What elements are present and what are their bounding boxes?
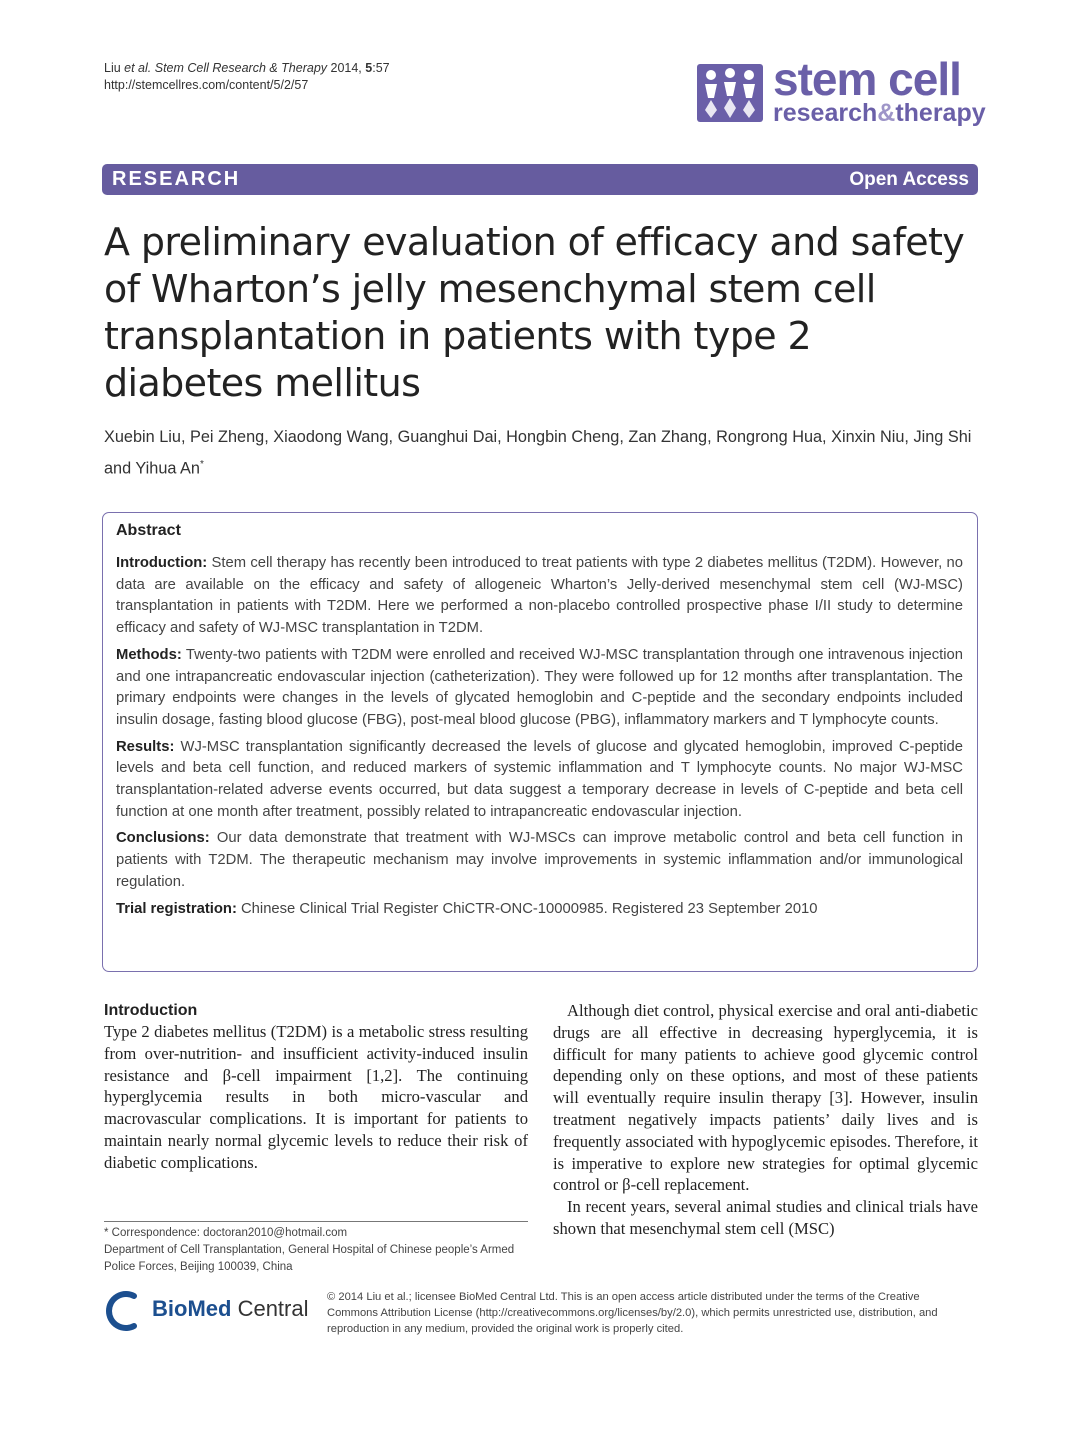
body-column-right xyxy=(553,1000,978,1240)
publisher-bio: BioMed xyxy=(152,1296,232,1321)
publisher-name xyxy=(152,1296,309,1322)
logo-line-2 xyxy=(773,100,986,126)
citation-url[interactable]: http://stemcellres.com/content/5/2/57 xyxy=(104,78,309,92)
publisher-logo xyxy=(104,1290,309,1332)
abstract-conclusions xyxy=(116,828,963,893)
citation-etal: et al. xyxy=(124,61,152,75)
logo-line-1: stem cell xyxy=(773,53,961,105)
corresponding-author-mark: * xyxy=(199,459,204,470)
author-names: Xuebin Liu, Pei Zheng, Xiaodong Wang, Guanghui Dai, Hongbin Cheng, Zan Zhang, Rongrong Hua, Xinxin Niu, Jing Shi and Yihua An xyxy=(104,428,972,478)
abstract-label: Trial registration: xyxy=(116,900,237,917)
license-text: © 2014 Liu et al.; licensee BioMed Central Ltd. This is an open access article distributed under the terms of the Creative Commons Attribution License (http://creativecommons.org/licenses/by/2.0), which permits unrestricted use, distribution, and reproduction in any medium, provided the original work is properly cited. xyxy=(327,1291,938,1335)
logo-ampersand: & xyxy=(877,99,896,127)
paper-title: A preliminary evaluation of efficacy and safety of Wharton’s jelly mesenchymal stem cell transplantation in patients with type 2 diabetes mellitus xyxy=(104,220,965,405)
citation-line xyxy=(104,60,390,77)
stem-cell-people-icon xyxy=(697,64,763,122)
author-list xyxy=(104,424,976,482)
footnote xyxy=(104,1225,528,1276)
abstract-label: Results: xyxy=(116,738,175,755)
citation-volume: 5 xyxy=(365,61,373,75)
abstract-label: Introduction: xyxy=(116,555,208,571)
abstract-box xyxy=(102,512,978,972)
introduction-heading: Introduction xyxy=(104,1002,198,1019)
open-access-label: Open Access xyxy=(849,169,969,190)
publisher-central: Central xyxy=(231,1296,309,1321)
abstract-label: Methods: xyxy=(116,646,182,663)
abstract-introduction xyxy=(116,553,963,640)
body-paragraph: Although diet control, physical exercise and oral anti-diabetic drugs are all effective in decreasing hyperglycemia, it is difficult for many patients to achieve good glycemic control depending only on these options, and most of these patients will eventually require insulin therapy [3]. However, insulin treatment negatively impacts patients’ daily lives and is frequently associated with hypoglycemic episodes. Therefore, it is imperative to explore new strategies for optimal glycemic control or β-cell replacement. xyxy=(553,1001,978,1195)
citation-header xyxy=(104,60,390,94)
abstract-label: Conclusions: xyxy=(116,830,210,847)
journal-logo xyxy=(697,53,986,132)
citation-journal: Stem Cell Research & Therapy xyxy=(151,61,328,75)
section-banner xyxy=(102,164,978,195)
citation-article: :57 xyxy=(372,61,390,75)
abstract-text: Chinese Clinical Trial Register ChiCTR-ONC-10000985. Registered 23 September 2010 xyxy=(236,900,818,917)
logo-research: research xyxy=(773,99,878,127)
abstract-trial-registration xyxy=(116,899,963,921)
body-column-left xyxy=(104,1000,528,1174)
affiliation: Department of Cell Transplantation, General Hospital of Chinese people’s Armed Police Forces, Beijing 100039, China xyxy=(104,1244,515,1273)
citation-year: 2014, xyxy=(327,61,366,75)
abstract-results xyxy=(116,737,963,824)
abstract-text: Twenty-two patients with T2DM were enrolled and received WJ-MSC transplantation through one intravenous injection and one intrapancreatic endovascular injection (catheterization). They were followed up for 12 months after transplantation. The primary endpoints were changes in the levels of glycated hemoglobin and C-peptide and the secondary endpoints included insulin dosage, fasting blood glucose (FBG), post-meal blood glucose (PBG), inflammatory markers and T lymphocyte counts. xyxy=(116,646,963,728)
correspondence-email[interactable]: * Correspondence: doctoran2010@hotmail.com xyxy=(104,1227,348,1239)
biomed-central-ring-icon xyxy=(104,1290,148,1332)
abstract-heading: Abstract xyxy=(116,522,181,539)
body-paragraph: In recent years, several animal studies and clinical trials have shown that mesenchymal stem cell (MSC) xyxy=(553,1197,978,1238)
footnote-divider xyxy=(104,1221,528,1222)
citation-authors: Liu xyxy=(104,61,125,75)
abstract-text: Stem cell therapy has recently been introduced to treat patients with type 2 diabetes mellitus (T2DM). However, no data are available on the efficacy and safety of allogeneic Wharton’s Jelly-derived mesenchymal stem cell (WJ-MSC) transplantation in patients with T2DM. Here we performed a non-placebo controlled prospective phase I/II study to determine efficacy and safety of WJ-MSC transplantation in T2DM. xyxy=(116,555,963,637)
abstract-text: WJ-MSC transplantation significantly decreased the levels of glucose and glycated hemoglobin, improved C-peptide levels and beta cell function, and reduced markers of systemic inflammation and T lymphocyte counts. No major WJ-MSC transplantation-related adverse events occurred, but data suggest a temporary decrease in levels of C-peptide and beta cell function at one month after treatment, possibly related to intrapancreatic endovascular injection. xyxy=(116,738,963,820)
research-label: RESEARCH xyxy=(112,168,241,190)
introduction-paragraph: Type 2 diabetes mellitus (T2DM) is a metabolic stress resulting from over-nutrition- and insufficient activity-induced insulin resistance and β-cell impairment [1,2]. The continuing hyperglycemia results in both micro-vascular and macrovascular complications. It is important for patients to maintain nearly normal glycemic levels to reduce their risk of diabetic complications. xyxy=(104,1022,528,1172)
logo-therapy: therapy xyxy=(895,99,986,127)
abstract-text: Our data demonstrate that treatment with WJ-MSCs can improve metabolic control and beta cell function in patients with T2DM. The therapeutic mechanism may involve improvements in systemic inflammation and/or immunological regulation. xyxy=(116,830,963,890)
abstract-methods xyxy=(116,645,963,732)
